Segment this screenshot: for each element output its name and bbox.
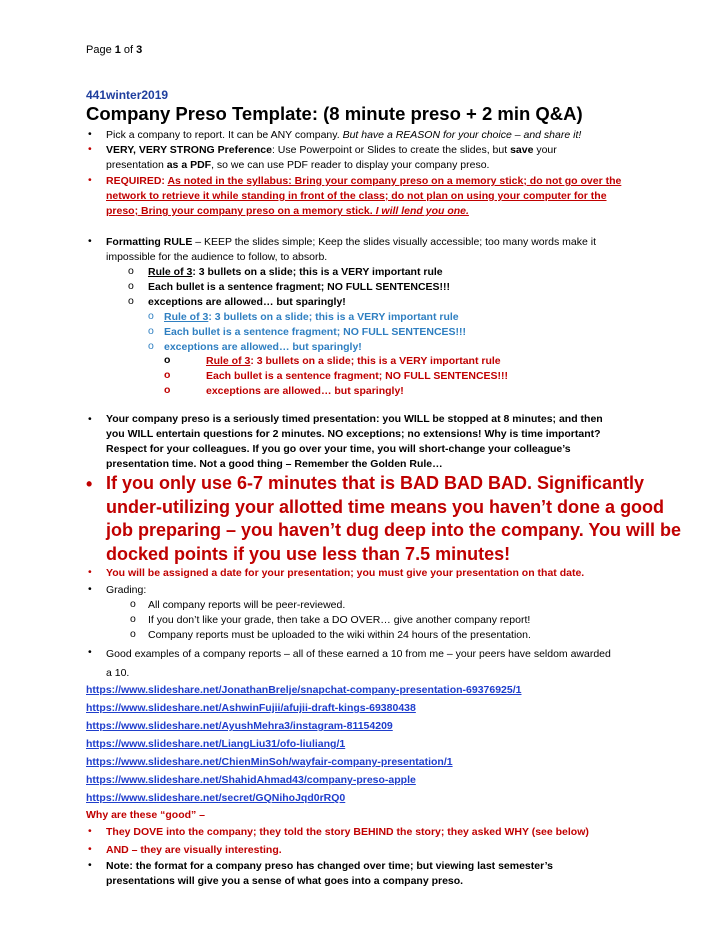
bullet-icon: • — [88, 143, 92, 155]
bullet-icon: • — [88, 566, 92, 578]
rule-of-3-item-blue: Rule of 3: 3 bullets on a slide; this is a VERY important rule — [164, 311, 459, 323]
sub-bullet-icon: o — [164, 354, 171, 366]
fragment-item-blue: Each bullet is a sentence fragment; NO FULL SENTENCES!!! — [164, 326, 467, 338]
example-link[interactable]: https://www.slideshare.net/LiangLiu31/ofo-liuliang/1 — [86, 738, 346, 750]
bullet-good-examples: Good examples of a company reports – all of these earned a 10 from me – your peers have seldom awarded a 10. — [106, 648, 611, 679]
bullet-icon: • — [86, 474, 93, 494]
bullet-icon: • — [88, 128, 92, 140]
bullet-icon: • — [88, 583, 92, 595]
fragment-item: Each bullet is a sentence fragment; NO FULL SENTENCES!!! — [148, 281, 451, 293]
bullet-required: REQUIRED: As noted in the syllabus: Bring your company preso on a memory stick; do not go over the network to retrieve it while standing in front of the class; do not plan on using your computer for the preso; Bring your company preso on a memory stick. I will lend you one. — [106, 175, 622, 217]
grading-label: Grading: — [106, 584, 147, 596]
bullet-timed-presentation: Your company preso is a seriously timed presentation: you WILL be stopped at 8 minutes; and then you WILL entertain questions for 2 minutes. NO exceptions; no extensions! Why is time important? Respect for your colleagues. If you go over your time, you will short-change your colleague’s presentation time. Not a good thing – Remember the Golden Rule… — [106, 413, 603, 470]
exceptions-item-red: exceptions are allowed… but sparingly! — [206, 385, 404, 397]
grading-upload: Company reports must be uploaded to the wiki within 24 hours of the presentation. — [148, 629, 531, 641]
why-visual: AND – they are visually interesting. — [106, 844, 282, 856]
sub-bullet-icon: o — [130, 628, 136, 640]
exceptions-item-blue: exceptions are allowed… but sparingly! — [164, 341, 362, 353]
example-link[interactable]: https://www.slideshare.net/AyushMehra3/instagram-81154209 — [86, 720, 393, 732]
example-link[interactable]: https://www.slideshare.net/secret/GQNihoJqd0rRQ0 — [86, 792, 346, 804]
bullet-icon: • — [88, 843, 92, 855]
why-note: Note: the format for a company preso has changed over time; but viewing last semester’s presentations will give you a sense of what goes into a company preso. — [106, 860, 553, 887]
bullet-icon: • — [88, 174, 92, 186]
why-heading: Why are these “good” – — [86, 809, 206, 821]
sub-bullet-icon: o — [128, 280, 134, 292]
example-link[interactable]: https://www.slideshare.net/ShahidAhmad43/company-preso-apple — [86, 774, 416, 786]
course-code: 441winter2019 — [86, 88, 169, 102]
bullet-company-choice: Pick a company to report. It can be ANY company. But have a REASON for your choice – and share it! — [106, 129, 582, 141]
sub-bullet-icon: o — [128, 295, 134, 307]
fragment-item-red: Each bullet is a sentence fragment; NO FULL SENTENCES!!! — [206, 370, 509, 382]
bullet-icon: • — [88, 235, 92, 247]
sub-bullet-icon: o — [148, 325, 154, 337]
bullet-slides-preference: VERY, VERY STRONG Preference: Use Powerpoint or Slides to create the slides, but save your presentation as a PDF, so we can use PDF reader to display your company preso. — [106, 144, 557, 171]
bullet-icon: • — [88, 825, 92, 837]
sub-bullet-icon: o — [130, 613, 136, 625]
sub-bullet-icon: o — [148, 310, 154, 322]
rule-of-3-item-red: Rule of 3: 3 bullets on a slide; this is a VERY important rule — [206, 355, 501, 367]
bullet-formatting-rule: Formatting RULE – KEEP the slides simple; Keep the slides visually accessible; too many words make it impossible for the audience to follow, to absorb. — [106, 236, 596, 263]
sub-bullet-icon: o — [164, 369, 171, 381]
bullet-icon: • — [88, 413, 92, 425]
example-link[interactable]: https://www.slideshare.net/JonathanBrelje/snapchat-company-presentation-69376925/1 — [86, 684, 522, 696]
page-title: Company Preso Template: (8 minute preso + 2 min Q&A) — [86, 103, 583, 124]
bullet-assigned-date: You will be assigned a date for your presentation; you must give your presentation on that date. — [106, 567, 585, 579]
sub-bullet-icon: o — [130, 598, 136, 610]
why-dove-in: They DOVE into the company; they told the story BEHIND the story; they asked WHY (see below) — [106, 826, 589, 838]
rule-of-3-item: Rule of 3: 3 bullets on a slide; this is a VERY important rule — [148, 266, 443, 278]
example-link[interactable]: https://www.slideshare.net/AshwinFujii/afujii-draft-kings-69380438 — [86, 702, 416, 714]
bullet-icon: • — [88, 646, 92, 658]
sub-bullet-icon: o — [128, 265, 134, 277]
bullet-icon: • — [88, 859, 92, 871]
exceptions-item: exceptions are allowed… but sparingly! — [148, 296, 346, 308]
sub-bullet-icon: o — [148, 340, 154, 352]
example-link[interactable]: https://www.slideshare.net/ChienMinSoh/wayfair-company-presentation/1 — [86, 756, 453, 768]
bullet-time-warning: If you only use 6-7 minutes that is BAD BAD BAD. Significantly under-utilizing your allotted time means you haven’t done a good job preparing – you haven’t dug deep into the company. You will be docked points if you use less than 7.5 minutes! — [106, 473, 682, 564]
page-number: Page 1 of 3 — [86, 44, 143, 56]
grading-do-over: If you don’t like your grade, then take a DO OVER… give another company report! — [148, 614, 531, 626]
grading-peer-review: All company reports will be peer-reviewed. — [148, 599, 346, 611]
sub-bullet-icon: o — [164, 384, 171, 396]
